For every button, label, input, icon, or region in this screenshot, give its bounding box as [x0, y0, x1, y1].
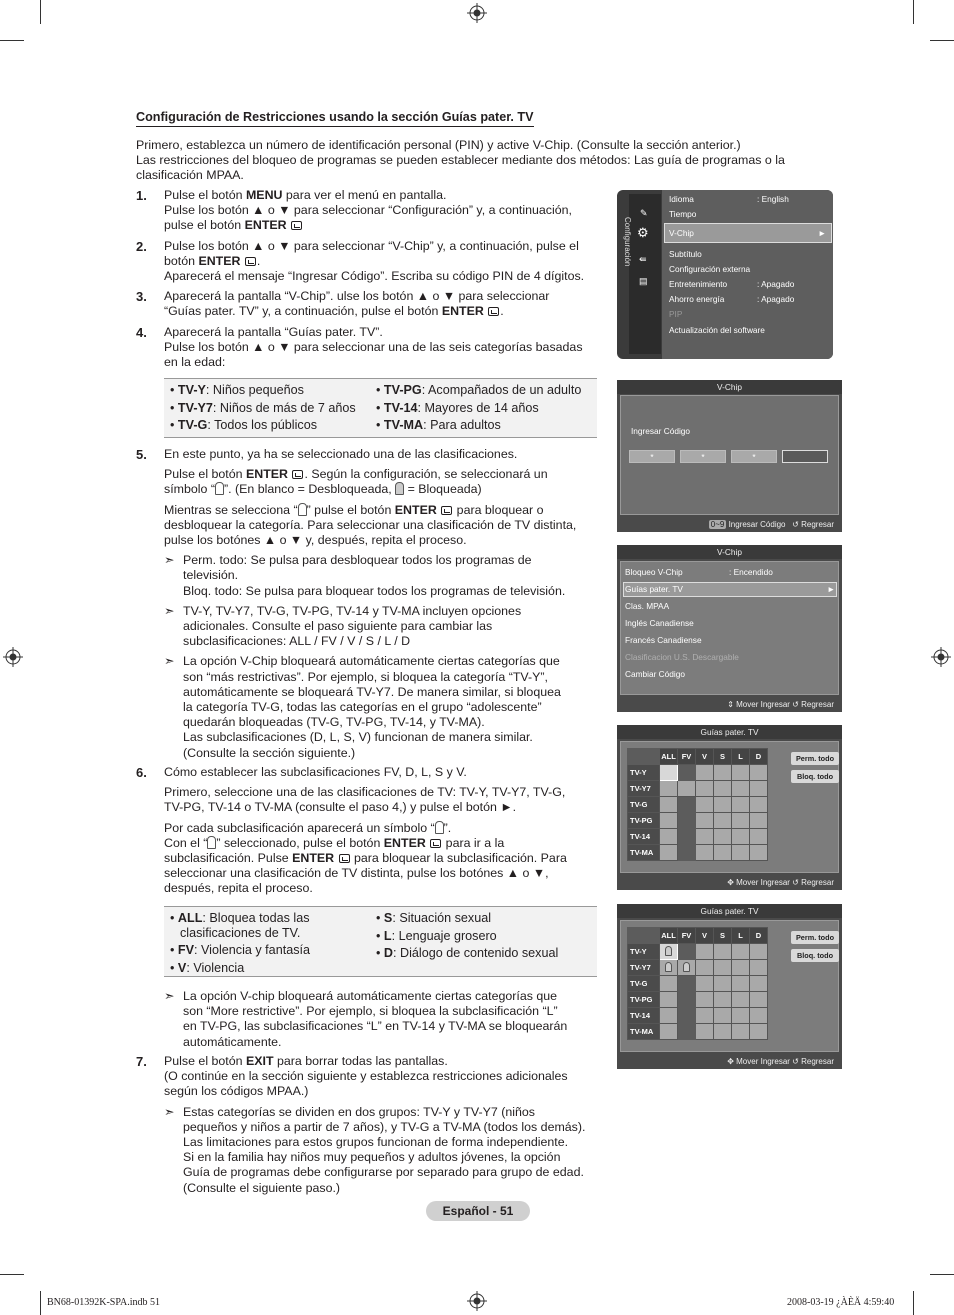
arrow-right-icon: ►	[818, 228, 827, 238]
crop-mark	[930, 1274, 954, 1275]
menu-category-label: Configuración	[623, 217, 632, 267]
menu-item-clas-mpaa[interactable]: Clas. MPAA	[625, 601, 670, 611]
rating-item: • ALL: Bloquea todas las	[170, 911, 310, 925]
step-6	[136, 765, 606, 897]
screen-footer: ⇕ Mover Ingresar ↺ Regresar	[727, 700, 834, 709]
rating-item: • S: Situación sexual	[376, 911, 492, 925]
parental-guide-locked-screen	[617, 904, 842, 1069]
enter-icon	[441, 506, 452, 515]
step-line: Aparecerá la pantalla “Guías pater. TV”.	[164, 325, 383, 339]
step-line: Pulse el botón EXIT para borrar todas las pantallas.	[164, 1054, 448, 1068]
menu-item-pip: PIP	[669, 309, 683, 319]
step-line: Pulse el botón MENU para ver el menú en pantalla.	[164, 188, 447, 202]
step-line: Aparecerá la pantalla “V-Chip”. ulse los botón ▲ o ▼ para seleccionar	[164, 289, 550, 303]
menu-icon-column	[629, 194, 661, 354]
lock-icon	[665, 962, 672, 972]
menu-item-actualizacion[interactable]: Actualización del software	[669, 325, 765, 335]
screen-title: V-Chip	[617, 380, 842, 394]
screen-title: Guías pater. TV	[617, 725, 842, 739]
menu-item-v-chip[interactable]: V-Chip ►	[669, 228, 827, 238]
crop-mark	[930, 40, 954, 41]
step-number: 7.	[136, 1054, 147, 1069]
note: ➣ Estas categorías se dividen en dos grupos: TV-Y y TV-Y7 (niños pequeños y niños a partir de 7 años), y TV-G a TV-MA (todos los demás). Las limitaciones para estos grupos funcionan de forma independiente. Si en la familia hay niños muy pequeños y adultos jóvenes, la opción Guía de programas debe configurarse por separado para grupo de edad. (Consulte el siguiente paso.)	[164, 1104, 586, 1195]
step-line: Pulse los botón ▲ o ▼ para seleccionar una de las seis categorías basadas	[164, 340, 583, 355]
rating-item: • TV-MA: Para adultos	[376, 418, 501, 432]
perm-todo-button[interactable]: Perm. todo	[791, 931, 839, 944]
lock-icon	[395, 482, 404, 495]
step-number: 2.	[136, 239, 147, 254]
step-line: subclasificación. Pulse ENTER para bloquear la subclasificación. Para	[164, 851, 567, 866]
subratings-table	[164, 906, 597, 977]
step-line: Mientras se selecciona “ ” pulse el botón ENTER para bloquear o	[164, 502, 544, 517]
print-footer-left: BN68-01392K-SPA.indb 51	[47, 1297, 160, 1308]
pin-digit-active[interactable]	[782, 450, 828, 463]
intro-paragraph	[136, 138, 826, 184]
step-number: 6.	[136, 765, 147, 780]
step-line: TV-PG, TV-14 o TV-MA (consulte el paso 4,) y pulse el botón ►.	[164, 800, 517, 815]
ratings-column	[376, 910, 558, 963]
rating-item: • TV-Y: Niños pequeños	[170, 383, 304, 397]
menu-item-ingles-canadiense[interactable]: Inglés Canadiense	[625, 618, 694, 628]
screen-footer: 0~9 Ingresar Código ↺ Regresar	[710, 520, 834, 529]
rating-grid: ALL FV V S L D TV-Y TV-Y7 TV-G TV-PG TV-14 TV-MA	[627, 927, 768, 1040]
menu-item-entretenimiento[interactable]: Entretenimiento : Apagado	[669, 279, 795, 289]
pin-entry-screen	[617, 380, 842, 532]
step-line: Pulse los botón ▲ o ▼ para seleccionar “Configuración” y, a continuación,	[164, 203, 572, 218]
lock-icon	[683, 962, 690, 972]
enter-icon	[430, 839, 441, 848]
grid-cell-selected[interactable]	[660, 765, 678, 781]
registration-mark-icon	[467, 1291, 487, 1311]
rating-item: • TV-Y7: Niños de más de 7 años	[170, 400, 356, 415]
bloq-todo-button[interactable]: Bloq. todo	[791, 770, 839, 783]
number-keys-badge: 0~9	[710, 520, 725, 529]
unlock-icon	[215, 482, 224, 495]
menu-item-ahorro-energia[interactable]: Ahorro energía : Apagado	[669, 294, 795, 304]
crop-mark	[0, 40, 24, 41]
step-7	[136, 1054, 606, 1196]
step-line: Con el “ ” seleccionado, pulse el botón ENTER para ir a la	[164, 835, 505, 850]
menu-item-config-externa[interactable]: Configuración externa	[669, 264, 751, 274]
step-5	[136, 447, 606, 761]
menu-item-bloqueo-vchip[interactable]: Bloqueo V-Chip : Encendido	[625, 567, 773, 577]
intro-line: Primero, establezca un número de identificación personal (PIN) y active V-Chip. (Consulte la sección anterior.)	[136, 138, 741, 152]
screen-footer: ✥ Mover Ingresar ↺ Regresar	[727, 1057, 834, 1066]
enter-icon	[339, 854, 350, 863]
step-3	[136, 289, 606, 319]
enter-icon	[291, 221, 302, 230]
rating-item: • V: Violencia	[170, 960, 245, 975]
crop-mark	[913, 0, 914, 24]
screen-title: V-Chip	[617, 545, 842, 559]
intro-line: Las restricciones del bloqueo de programas se pueden establecer mediante dos métodos: Las guía de programas o la	[136, 153, 785, 168]
screen-title: Guías pater. TV	[617, 904, 842, 918]
step-line: Pulse los botón ▲ o ▼ para seleccionar “V-Chip” y, a continuación, pulse el	[164, 239, 579, 253]
registration-mark-icon	[931, 647, 951, 667]
step-line: “Guías pater. TV” y, a continuación, pulse el botón ENTER .	[164, 304, 504, 319]
section-heading: Configuración de Restricciones usando la sección Guías pater. TV	[136, 110, 534, 127]
pin-digit[interactable]: *	[731, 450, 777, 463]
step-line: Cómo establecer las subclasificaciones FV, D, L, S y V.	[164, 765, 467, 779]
step-line: (O continúe en la sección siguiente y establezca restricciones adicionales	[164, 1069, 568, 1084]
grid-cell-locked[interactable]	[678, 960, 696, 976]
rating-item: • D: Diálogo de contenido sexual	[376, 946, 559, 960]
enter-icon	[292, 470, 303, 479]
rating-item: • L: Lenguaje grosero	[376, 928, 497, 943]
picture-icon: ✎	[640, 208, 648, 218]
registration-mark-icon	[3, 647, 23, 667]
grid-panel	[620, 920, 839, 1052]
step-line: seleccionar una clasificación de TV distinta, pulse los botónes ▲ o ▼,	[164, 866, 549, 881]
step-line: En este punto, ya ha se seleccionado una de las clasificaciones.	[164, 447, 518, 461]
enter-icon	[245, 257, 256, 266]
unlock-icon	[435, 821, 444, 834]
note-arrow-icon: ➣	[164, 654, 175, 669]
screen-footer: ✥ Mover Ingresar ↺ Regresar	[727, 878, 834, 887]
step-2	[136, 239, 606, 285]
step-line: pulse el botón ENTER	[164, 218, 606, 233]
menu-item-idioma[interactable]: Idioma : English	[669, 194, 789, 204]
rating-item: • FV: Violencia y fantasía	[170, 943, 310, 957]
note: ➣ TV-Y, TV-Y7, TV-G, TV-PG, TV-14 y TV-MA incluyen opciones adicionales. Consulte el paso siguiente para cambiar las subclasificaciones: ALL / FV / V / S / L / D	[164, 603, 522, 649]
intro-line: clasificación MPAA.	[136, 168, 244, 183]
step-line: Aparecerá el mensaje “Ingresar Código”. Escriba su código PIN de 4 dígitos.	[164, 269, 585, 284]
grid-cell-locked[interactable]	[660, 960, 678, 976]
grid-panel	[620, 741, 839, 873]
bloq-todo-button[interactable]: Bloq. todo	[791, 949, 839, 962]
rating-item: • TV-14: Mayores de 14 años	[376, 400, 539, 415]
step-line: pulse los botónes ▲ o ▼ y, después, repita el proceso.	[164, 533, 467, 548]
step-number: 1.	[136, 188, 147, 203]
enter-icon	[488, 307, 499, 316]
step-line: símbolo “ ”. (En blanco = Desbloqueada, = Bloqueada)	[164, 482, 482, 497]
tv-setup-menu-screen	[617, 190, 833, 359]
step-number: 5.	[136, 447, 147, 462]
ratings-column	[170, 910, 310, 977]
step-number: 4.	[136, 325, 147, 340]
menu-item-cambiar-codigo[interactable]: Cambiar Código	[625, 669, 685, 679]
grid-cell-locked[interactable]	[660, 944, 678, 960]
step-line: Primero, seleccione una de las clasificaciones de TV: TV-Y, TV-Y7, TV-G,	[164, 785, 566, 800]
note-arrow-icon: ➣	[164, 1104, 175, 1119]
step-line: Pulse el botón ENTER . Según la configuración, se seleccionará un	[164, 467, 548, 482]
note: ➣ La opción V-chip bloqueará automáticamente ciertas categorías que son “More restrictive”. Por ejemplo, si bloquea la subclasificación “L” en TV-PG, las subclasificaciones “L” en TV-14 y TV-MA se bloquearán automáticamente.	[164, 989, 568, 1049]
parental-guide-screen	[617, 725, 842, 890]
registration-mark-icon	[467, 3, 487, 23]
step-4	[136, 325, 606, 371]
note-arrow-icon: ➣	[164, 603, 175, 618]
ratings-table	[164, 378, 597, 438]
menu-item-us-descargable: Clasificacion U.S. Descargable	[625, 652, 739, 662]
page-number-badge: Español - 51	[426, 1201, 530, 1221]
rating-grid: ALL FV V S L D TV-Y TV-Y7 TV-G TV-PG TV-14 TV-MA	[627, 748, 768, 861]
print-footer-right: 2008-03-19 ¿ÀÈÄ 4:59:40	[787, 1297, 895, 1308]
crop-mark	[40, 1291, 41, 1315]
setup-gear-icon: ⚙	[637, 225, 649, 240]
rating-item: • TV-G: Todos los públicos	[170, 418, 317, 432]
note-arrow-icon: ➣	[164, 553, 175, 568]
step-line: botón ENTER .	[164, 254, 261, 269]
pin-label: Ingresar Código	[631, 426, 691, 436]
crop-mark	[913, 1291, 914, 1315]
input-icon: ⇚	[639, 254, 647, 264]
crop-mark	[40, 0, 41, 24]
step-number: 3.	[136, 289, 147, 304]
arrow-right-icon: ►	[827, 584, 836, 594]
note: ➣ La opción V-Chip bloqueará automáticamente ciertas categorías que son “más restrictivas”. Por ejemplo, si bloquea la categoría “TV-Y”, automáticamente se bloqueará TV-Y7. De manera similar, si bloquea la categoría TV-G, todas las categorías en el grupo “adolescente” quedarán bloqueadas (TV-G, TV-PG, TV-14, y TV-MA). Las subclasificaciones (D, L, S, V) funcionan de manera similar. (Consulte la sección siguiente.)	[164, 654, 561, 760]
note: ➣ Perm. todo: Se pulsa para desbloquear todos los programas de televisión. Bloq. todo: Se pulsa para bloquear todos los programas de televisión.	[164, 553, 566, 598]
menu-item-frances-canadiense[interactable]: Francés Canadiense	[625, 635, 702, 645]
step-line: en la edad:	[164, 355, 226, 370]
return-icon: ↺ Regresar	[792, 520, 834, 529]
lock-icon	[665, 946, 672, 956]
application-icon: ▤	[639, 276, 648, 286]
step-line: Por cada subclasificación aparecerá un símbolo “ ”.	[164, 820, 452, 835]
unlock-icon	[298, 503, 307, 516]
step-1	[136, 188, 606, 234]
menu-item-tiempo[interactable]: Tiempo	[669, 209, 697, 219]
rating-item: clasificaciones de TV.	[180, 925, 301, 940]
pin-digit[interactable]: *	[680, 450, 726, 463]
step-line: después, repita el proceso.	[164, 881, 313, 896]
rating-item: • TV-PG: Acompañados de un adulto	[376, 383, 582, 397]
step-line: desbloquear la categoría. Para seleccionar una clasificación de TV distinta,	[164, 517, 577, 532]
crop-mark	[0, 1274, 24, 1275]
pin-digit[interactable]: *	[629, 450, 675, 463]
perm-todo-button[interactable]: Perm. todo	[791, 752, 839, 765]
note-arrow-icon: ➣	[164, 989, 175, 1003]
menu-item-subtitulo[interactable]: Subtítulo	[669, 249, 702, 259]
ratings-column	[376, 382, 581, 435]
menu-item-guias-pater-tv[interactable]: Guías pater. TV ►	[625, 584, 836, 594]
step-line: según los códigos MPAA.)	[164, 1084, 309, 1099]
ratings-column	[170, 382, 356, 435]
v-chip-menu-screen	[617, 545, 842, 712]
